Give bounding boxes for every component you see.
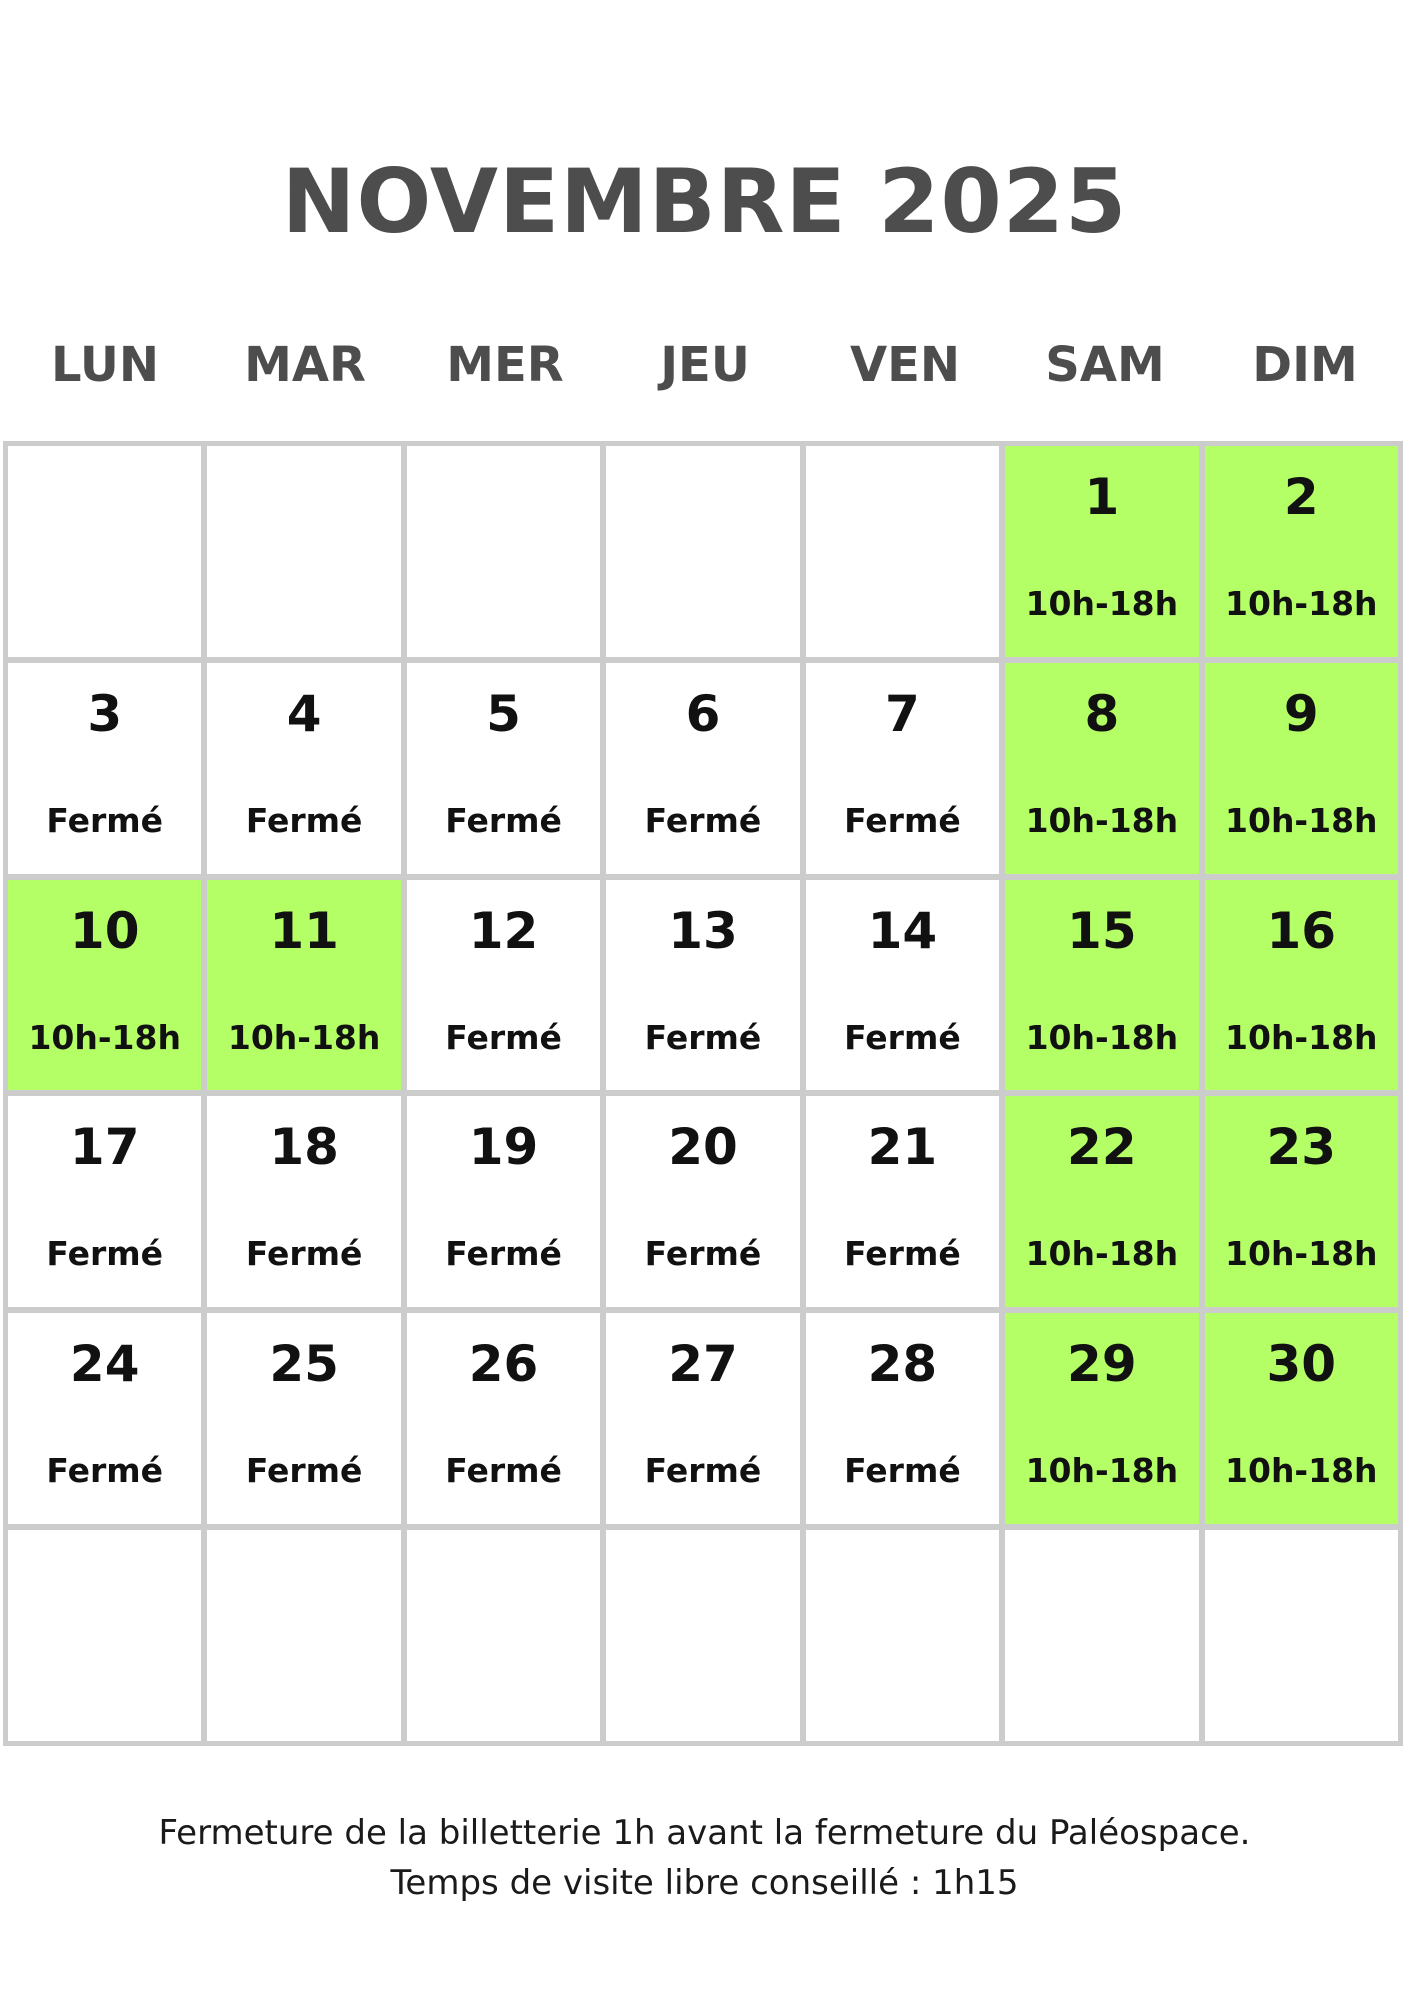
weekday-label: MER [446,337,564,393]
weekday-label: DIM [1252,337,1358,393]
day-cell [207,1096,400,1307]
day-cell [8,663,201,874]
day-cell [606,663,799,874]
day-number: 23 [1266,1118,1337,1177]
empty-cell [407,446,600,657]
empty-cell [207,446,400,657]
day-number: 14 [867,901,938,960]
day-cell [407,880,600,1091]
day-cell [1205,663,1398,874]
weekday-label: JEU [660,337,750,393]
weekday-label: LUN [50,337,160,393]
day-number: 11 [269,901,339,960]
day-status: 10h-18h [1225,584,1378,623]
empty-cell [806,1530,999,1741]
day-cell [207,663,400,874]
day-status: Fermé [445,1234,562,1274]
calendar-grid [3,441,1403,1746]
day-number: 30 [1266,1335,1337,1394]
day-number: 28 [867,1335,938,1394]
footer-note [0,1808,1409,1908]
day-status: 10h-18h [1225,1234,1378,1274]
day-number: 18 [269,1118,339,1177]
day-status: Fermé [644,1017,762,1057]
footer-line-visit-time: Temps de visite libre conseillé : 1h15 [390,1863,1019,1903]
day-number: 29 [1067,1335,1137,1394]
day-status: 10h-18h [1025,1451,1179,1491]
empty-cell [1205,1530,1398,1741]
day-status: Fermé [46,800,164,840]
day-status: 10h-18h [1025,1234,1179,1274]
day-number: 19 [468,1118,539,1177]
empty-cell [606,1530,799,1741]
day-cell [1005,1313,1198,1524]
day-cell [806,663,999,874]
day-cell [8,880,201,1091]
day-status: Fermé [844,1017,961,1057]
day-status: Fermé [644,1234,762,1274]
day-cell [606,880,799,1091]
day-cell [1005,663,1198,874]
day-status: 10h-18h [1225,1451,1378,1491]
day-cell [1005,880,1198,1091]
day-number: 1 [1084,468,1120,526]
day-number: 16 [1266,901,1337,960]
day-number: 12 [468,901,539,960]
day-number: 13 [668,901,738,960]
day-status: 10h-18h [1225,800,1378,840]
day-number: 20 [668,1118,738,1177]
day-number: 5 [486,684,521,743]
day-number: 2 [1283,468,1319,526]
empty-cell [407,1530,600,1741]
day-status: Fermé [445,1451,562,1491]
day-cell [207,880,400,1091]
day-number: 27 [668,1335,738,1394]
empty-cell [207,1530,400,1741]
day-number: 17 [69,1118,140,1177]
day-status: Fermé [445,1017,562,1057]
weekday-header [5,330,1405,400]
day-cell [1205,880,1398,1091]
day-cell [1205,1313,1398,1524]
day-status: Fermé [844,1234,961,1274]
day-cell [1005,446,1198,657]
weekday-label: VEN [849,337,961,393]
day-status: 10h-18h [227,1017,381,1057]
day-status: Fermé [445,800,562,840]
day-cell [407,1096,600,1307]
day-status: Fermé [46,1451,164,1491]
day-status: Fermé [46,1234,164,1274]
day-cell [606,1313,799,1524]
day-number: 21 [867,1118,938,1177]
empty-cell [8,446,201,657]
empty-cell [806,446,999,657]
day-status: Fermé [644,1451,762,1491]
day-status: Fermé [844,1451,961,1491]
day-number: 4 [286,684,322,743]
day-number: 15 [1067,901,1137,960]
day-number: 22 [1067,1118,1137,1177]
day-number: 24 [69,1335,140,1394]
day-status: 10h-18h [1025,800,1179,840]
weekday-label: SAM [1045,337,1165,393]
day-cell [407,663,600,874]
empty-cell [606,446,799,657]
day-number: 10 [69,901,140,960]
day-status: Fermé [245,1234,363,1274]
day-cell [806,1096,999,1307]
day-cell [207,1313,400,1524]
day-status: Fermé [245,1451,363,1491]
day-number: 3 [87,684,123,743]
day-number: 8 [1084,684,1120,743]
empty-cell [1005,1530,1198,1741]
day-status: 10h-18h [1025,584,1179,623]
day-cell [8,1313,201,1524]
day-cell [407,1313,600,1524]
calendar-title: NOVEMBRE 2025 [281,150,1128,253]
day-status: 10h-18h [1225,1017,1378,1057]
day-number: 7 [885,684,920,743]
day-status: Fermé [245,800,363,840]
day-status: 10h-18h [28,1017,181,1057]
day-cell [806,880,999,1091]
day-number: 25 [269,1335,339,1394]
empty-cell [8,1530,201,1741]
day-status: 10h-18h [1025,1017,1179,1057]
day-cell [1205,1096,1398,1307]
weekday-label: MAR [244,337,366,393]
day-cell [806,1313,999,1524]
day-status: Fermé [644,800,762,840]
footer-line-ticketing: Fermeture de la billetterie 1h avant la fermeture du Paléospace. [158,1813,1251,1853]
day-number: 26 [468,1335,539,1394]
day-cell [1005,1096,1198,1307]
day-cell [606,1096,799,1307]
day-number: 6 [685,684,721,743]
day-status: Fermé [844,800,961,840]
day-cell [1205,446,1398,657]
day-cell [8,1096,201,1307]
day-number: 9 [1283,684,1319,743]
